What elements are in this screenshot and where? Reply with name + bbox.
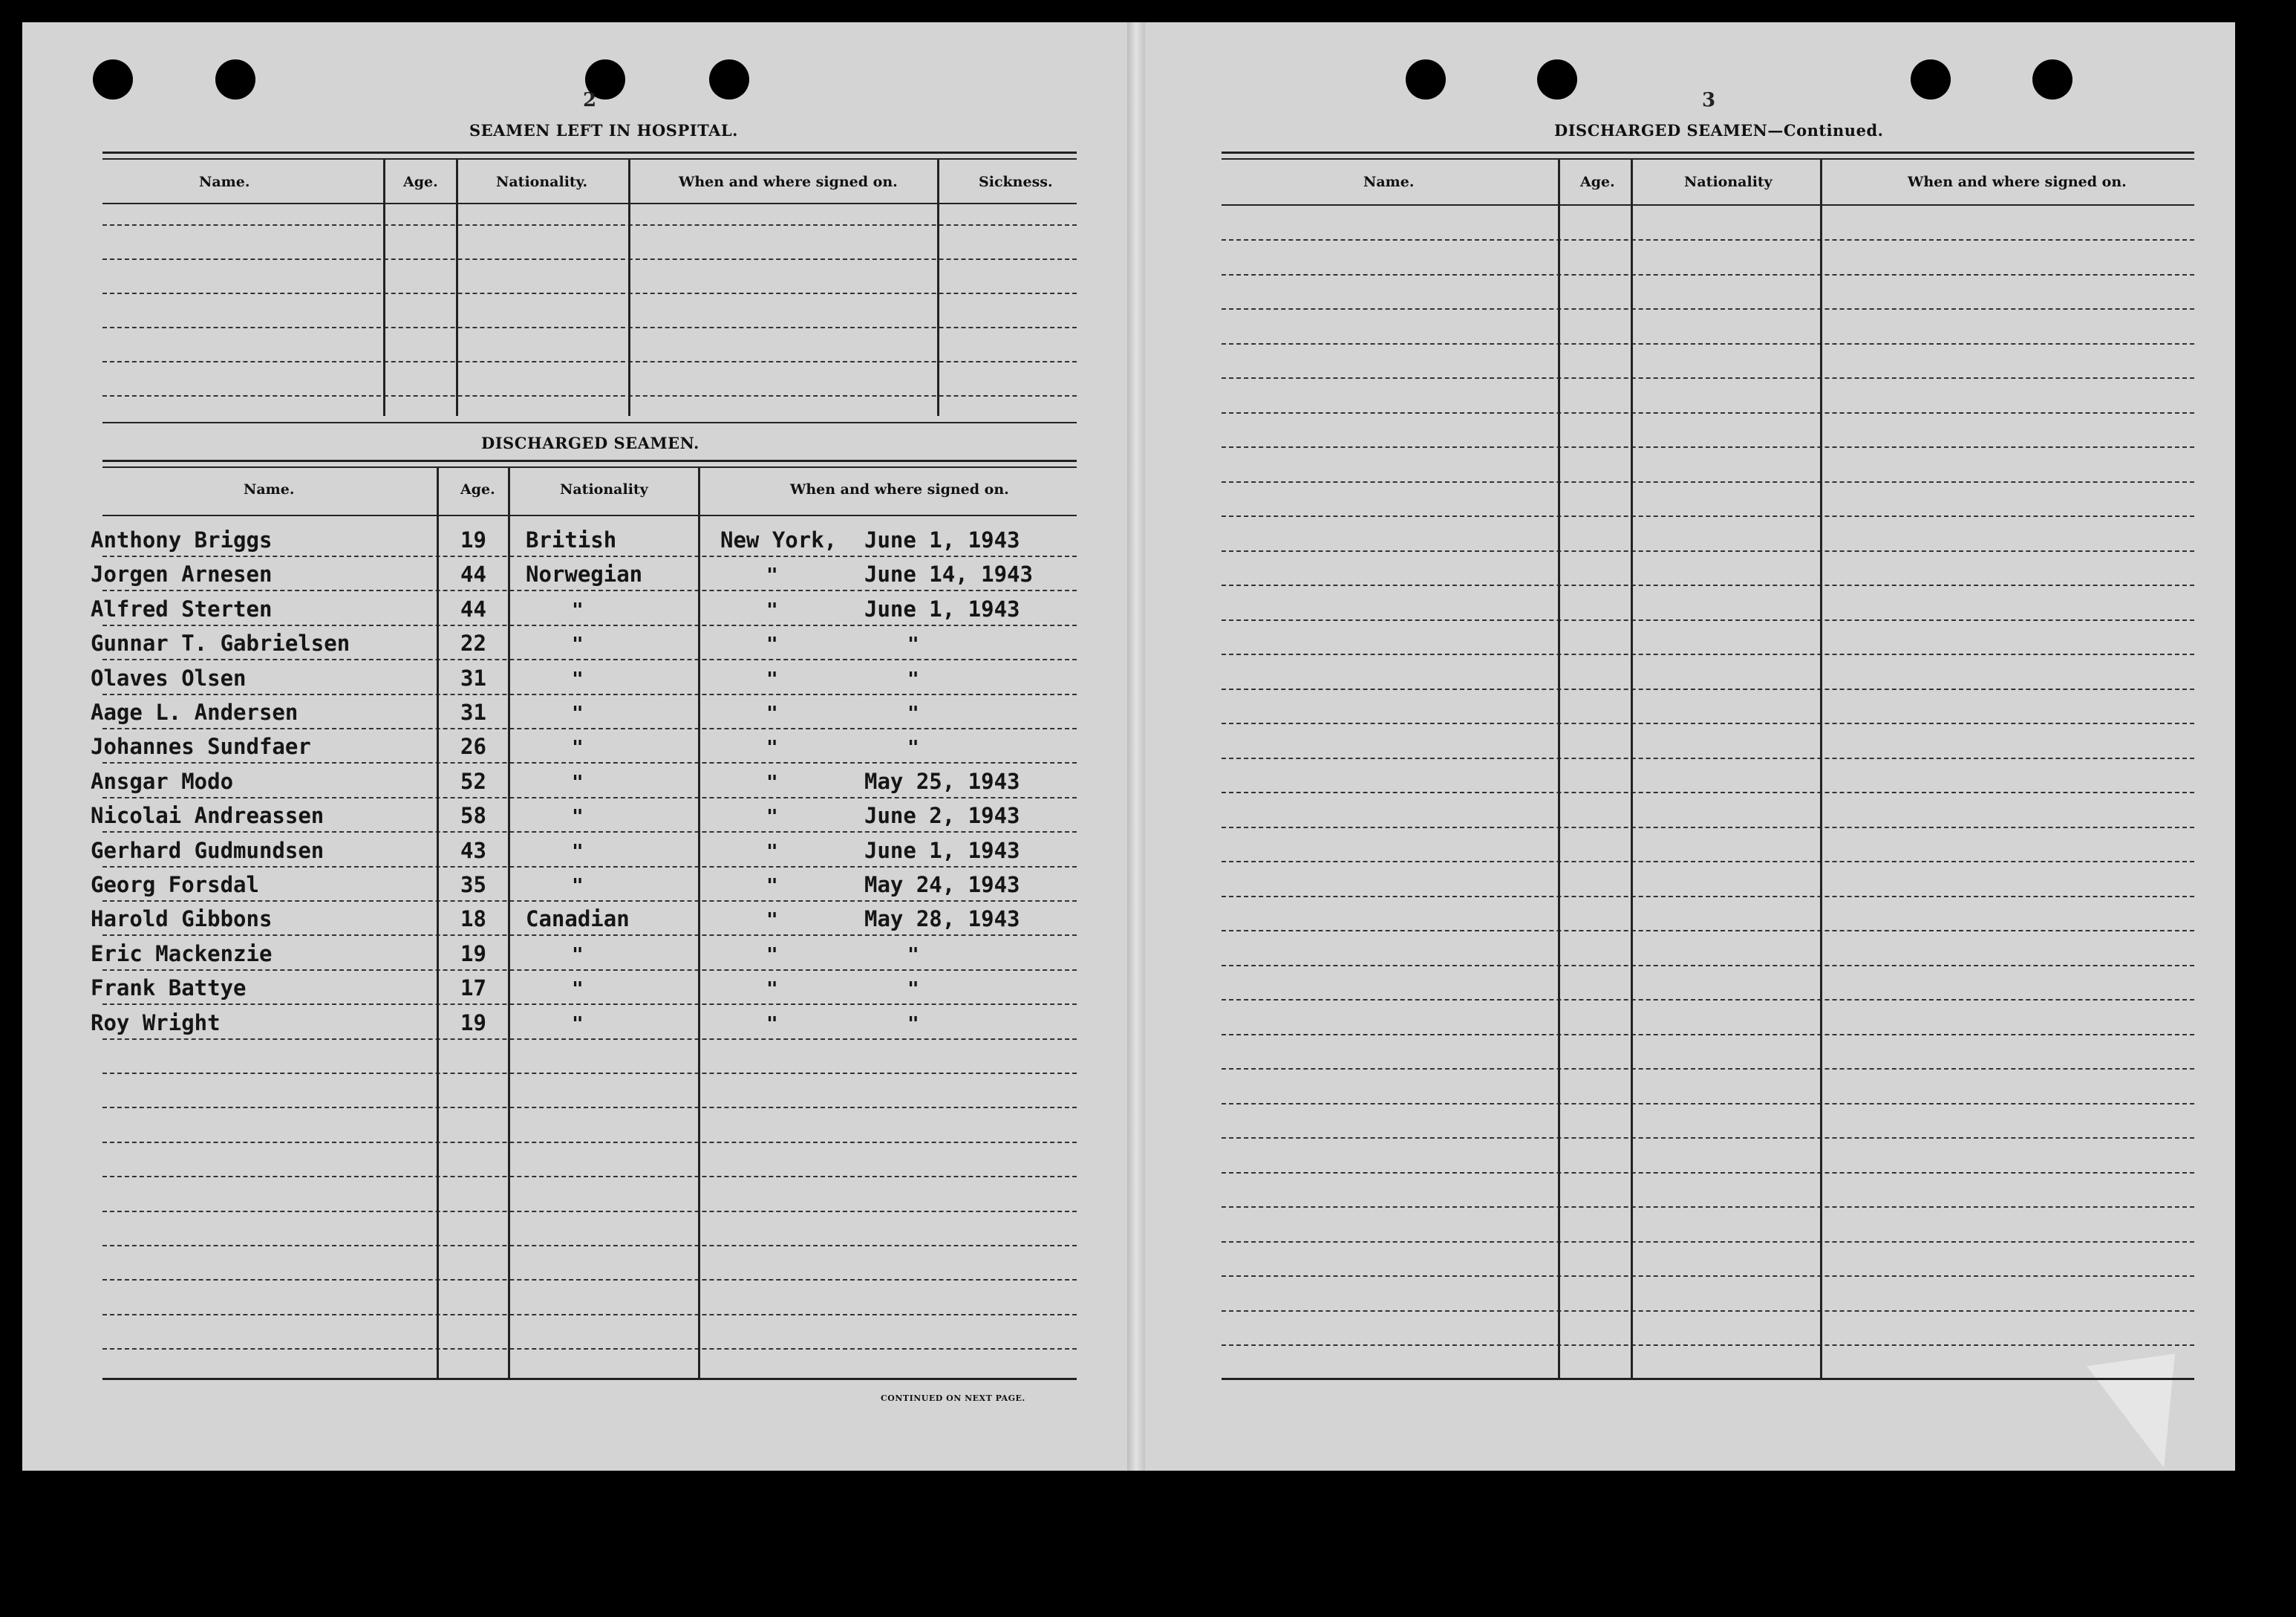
seaman-nationality: " [572, 840, 584, 863]
rule [102, 422, 1077, 423]
seaman-age: 17 [460, 975, 486, 1001]
dotted-row-line [1222, 446, 2194, 448]
dotted-row-line [1222, 239, 2194, 241]
seaman-name: Harold Gibbons [91, 906, 273, 932]
hospital-col-name: Name. [199, 174, 250, 190]
dotted-row-line [1222, 1310, 2194, 1312]
continued-col-name: Name. [1363, 174, 1415, 190]
dotted-row-line [102, 590, 1077, 591]
dotted-row-line [1222, 792, 2194, 793]
seaman-name: Anthony Briggs [91, 527, 273, 553]
dotted-row-line [102, 797, 1077, 798]
dotted-row-line [102, 1279, 1077, 1281]
dotted-row-line [102, 1211, 1077, 1212]
seaman-age: 35 [460, 872, 486, 897]
seaman-signed-date: " [907, 668, 919, 691]
seaman-signed-place: " [766, 703, 778, 725]
seaman-nationality: " [572, 668, 584, 691]
dotted-row-line [1222, 999, 2194, 1001]
rule [102, 203, 1077, 204]
dotted-row-line [102, 361, 1077, 362]
dotted-row-line [1222, 965, 2194, 966]
rule [102, 466, 1077, 468]
punch-hole [709, 59, 749, 100]
continued-section-title: DISCHARGED SEAMEN—Continued. [1554, 121, 1884, 140]
dotted-row-line [1222, 377, 2194, 379]
discharged-col-nationality: Nationality [560, 481, 648, 498]
seaman-name: Olaves Olsen [91, 665, 247, 691]
dotted-row-line [1222, 619, 2194, 621]
seaman-age: 44 [460, 562, 486, 588]
continued-note: CONTINUED ON NEXT PAGE. [881, 1393, 1025, 1403]
seaman-signed-place: " [766, 771, 778, 794]
rule [1222, 204, 2194, 206]
seaman-name: Nicolai Andreassen [91, 803, 324, 829]
column-divider [698, 468, 700, 1378]
seaman-name: Johannes Sundfaer [91, 734, 311, 760]
dotted-row-line [102, 762, 1077, 764]
dotted-row-line [1222, 274, 2194, 276]
seaman-name: Georg Forsdal [91, 872, 259, 897]
seaman-signed-place: " [766, 634, 778, 657]
seaman-name: Jorgen Arnesen [91, 562, 273, 588]
dotted-row-line [102, 395, 1077, 397]
rule [102, 515, 1077, 516]
dotted-row-line [102, 293, 1077, 294]
rule [1222, 152, 2194, 154]
seaman-signed-place: " [766, 1012, 778, 1035]
dotted-row-line [1222, 930, 2194, 931]
dotted-row-line [102, 934, 1077, 936]
seaman-signed-date: " [907, 978, 919, 1001]
continued-col-signed-on: When and where signed on. [1908, 174, 2127, 190]
seaman-age: 19 [460, 1009, 486, 1035]
page-number-right: 3 [1702, 89, 1716, 111]
seaman-nationality: " [572, 978, 584, 1001]
seaman-signed-date: May 25, 1943 [864, 768, 1020, 794]
seaman-nationality: " [572, 771, 584, 794]
seaman-signed-date: May 28, 1943 [864, 906, 1020, 932]
dotted-row-line [102, 327, 1077, 328]
discharged-col-name: Name. [244, 481, 295, 498]
dotted-row-line [1222, 585, 2194, 586]
dotted-row-line [1222, 308, 2194, 310]
dotted-row-line [1222, 1275, 2194, 1277]
seaman-signed-date: " [907, 1012, 919, 1035]
continued-col-age: Age. [1580, 174, 1615, 190]
hospital-col-age: Age. [403, 174, 438, 190]
punch-hole [93, 59, 133, 100]
column-divider [1820, 160, 1822, 1378]
column-divider [628, 160, 630, 416]
column-divider [383, 160, 385, 416]
dotted-row-line [1222, 343, 2194, 345]
seaman-signed-date: June 1, 1943 [864, 596, 1020, 622]
seaman-age: 31 [460, 665, 486, 691]
seaman-age: 52 [460, 768, 486, 794]
rule [1222, 1378, 2194, 1380]
dotted-row-line [102, 1245, 1077, 1246]
continued-col-nationality: Nationality [1684, 174, 1772, 190]
dotted-row-line [1222, 896, 2194, 897]
dotted-row-line [102, 1348, 1077, 1350]
seaman-signed-place: " [766, 909, 778, 932]
discharged-col-age: Age. [460, 481, 495, 498]
seaman-nationality: " [572, 599, 584, 622]
seaman-signed-place: " [766, 668, 778, 691]
dotted-row-line [102, 1038, 1077, 1040]
seaman-signed-date: June 1, 1943 [864, 837, 1020, 863]
seaman-name: Frank Battye [91, 975, 247, 1001]
seaman-name: Roy Wright [91, 1009, 221, 1035]
dotted-row-line [1222, 515, 2194, 517]
column-divider [937, 160, 939, 416]
seaman-name: Aage L. Andersen [91, 700, 299, 725]
seaman-name: Alfred Sterten [91, 596, 273, 622]
seaman-nationality: " [572, 943, 584, 966]
dotted-row-line [1222, 1241, 2194, 1243]
dotted-row-line [1222, 758, 2194, 759]
rule [102, 152, 1077, 154]
punch-hole [1537, 59, 1577, 100]
hospital-col-sickness: Sickness. [979, 174, 1053, 190]
seaman-signed-place: " [766, 565, 778, 588]
dotted-row-line [102, 1003, 1077, 1005]
punch-hole [1911, 59, 1951, 100]
seaman-age: 22 [460, 631, 486, 657]
seaman-signed-date: June 14, 1943 [864, 562, 1033, 588]
dotted-row-line [1222, 550, 2194, 552]
seaman-nationality: " [572, 634, 584, 657]
dotted-row-line [1222, 689, 2194, 690]
punch-hole [2032, 59, 2072, 100]
seaman-age: 31 [460, 700, 486, 725]
dotted-row-line [102, 1176, 1077, 1177]
dotted-row-line [1222, 1034, 2194, 1035]
seaman-signed-place: New York, [720, 527, 838, 553]
dotted-row-line [102, 1142, 1077, 1143]
column-divider [456, 160, 458, 416]
seaman-signed-place: " [766, 840, 778, 863]
seaman-nationality: " [572, 806, 584, 829]
dotted-row-line [102, 969, 1077, 971]
dotted-row-line [1222, 1344, 2194, 1346]
seaman-nationality: " [572, 875, 584, 897]
column-divider [1558, 160, 1560, 1378]
column-divider [508, 468, 510, 1378]
dotted-row-line [1222, 861, 2194, 862]
rule [102, 460, 1077, 462]
discharged-section-title: DISCHARGED SEAMEN. [481, 434, 699, 452]
dotted-row-line [102, 1107, 1077, 1108]
rule [1222, 158, 2194, 160]
seaman-nationality: " [572, 737, 584, 760]
seaman-nationality: Norwegian [526, 562, 643, 588]
dotted-row-line [102, 831, 1077, 833]
seaman-signed-place: " [766, 806, 778, 829]
seaman-signed-date: " [907, 737, 919, 760]
dotted-row-line [102, 224, 1077, 226]
column-divider [1631, 160, 1633, 1378]
seaman-signed-place: " [766, 875, 778, 897]
seaman-nationality: Canadian [526, 906, 630, 932]
seaman-age: 19 [460, 527, 486, 553]
dotted-row-line [1222, 1172, 2194, 1174]
seaman-signed-date: " [907, 703, 919, 725]
seaman-signed-place: " [766, 599, 778, 622]
dotted-row-line [102, 1073, 1077, 1074]
column-divider [437, 468, 439, 1378]
dotted-row-line [1222, 723, 2194, 724]
seaman-name: Gerhard Gudmundsen [91, 837, 324, 863]
page-number-left: 2 [583, 89, 597, 111]
punch-hole [1406, 59, 1446, 100]
seaman-age: 43 [460, 837, 486, 863]
dotted-row-line [102, 1314, 1077, 1315]
seaman-signed-place: " [766, 978, 778, 1001]
hospital-col-nationality: Nationality. [496, 174, 588, 190]
seaman-signed-date: " [907, 634, 919, 657]
dotted-row-line [102, 625, 1077, 626]
seaman-age: 58 [460, 803, 486, 829]
seaman-age: 19 [460, 940, 486, 966]
seaman-signed-place: " [766, 737, 778, 760]
dotted-row-line [102, 728, 1077, 729]
dotted-row-line [1222, 481, 2194, 483]
dotted-row-line [1222, 827, 2194, 828]
dotted-row-line [102, 556, 1077, 557]
seaman-signed-place: " [766, 943, 778, 966]
seaman-signed-date: " [907, 943, 919, 966]
dotted-row-line [1222, 1137, 2194, 1139]
dotted-row-line [102, 900, 1077, 902]
hospital-col-signed-on: When and where signed on. [679, 174, 898, 190]
punch-hole [215, 59, 255, 100]
dotted-row-line [102, 659, 1077, 660]
dotted-row-line [102, 866, 1077, 868]
dotted-row-line [102, 258, 1077, 260]
seaman-age: 44 [460, 596, 486, 622]
rule [102, 1378, 1077, 1380]
seaman-age: 18 [460, 906, 486, 932]
seaman-name: Gunnar T. Gabrielsen [91, 631, 350, 657]
seaman-nationality: " [572, 1012, 584, 1035]
seaman-signed-date: June 1, 1943 [864, 527, 1020, 553]
seaman-name: Eric Mackenzie [91, 940, 273, 966]
rule [102, 158, 1077, 160]
dotted-row-line [1222, 654, 2194, 655]
hospital-section-title: SEAMEN LEFT IN HOSPITAL. [469, 121, 738, 140]
dotted-row-line [1222, 1103, 2194, 1104]
dotted-row-line [1222, 1068, 2194, 1070]
dotted-row-line [1222, 1206, 2194, 1208]
discharged-col-signed-on: When and where signed on. [790, 481, 1009, 498]
seaman-age: 26 [460, 734, 486, 760]
dotted-row-line [102, 694, 1077, 695]
seaman-nationality: British [526, 527, 617, 553]
dotted-row-line [1222, 412, 2194, 414]
seaman-signed-date: May 24, 1943 [864, 872, 1020, 897]
seaman-name: Ansgar Modo [91, 768, 234, 794]
seaman-nationality: " [572, 703, 584, 725]
page-fold [1127, 22, 1145, 1471]
seaman-signed-date: June 2, 1943 [864, 803, 1020, 829]
